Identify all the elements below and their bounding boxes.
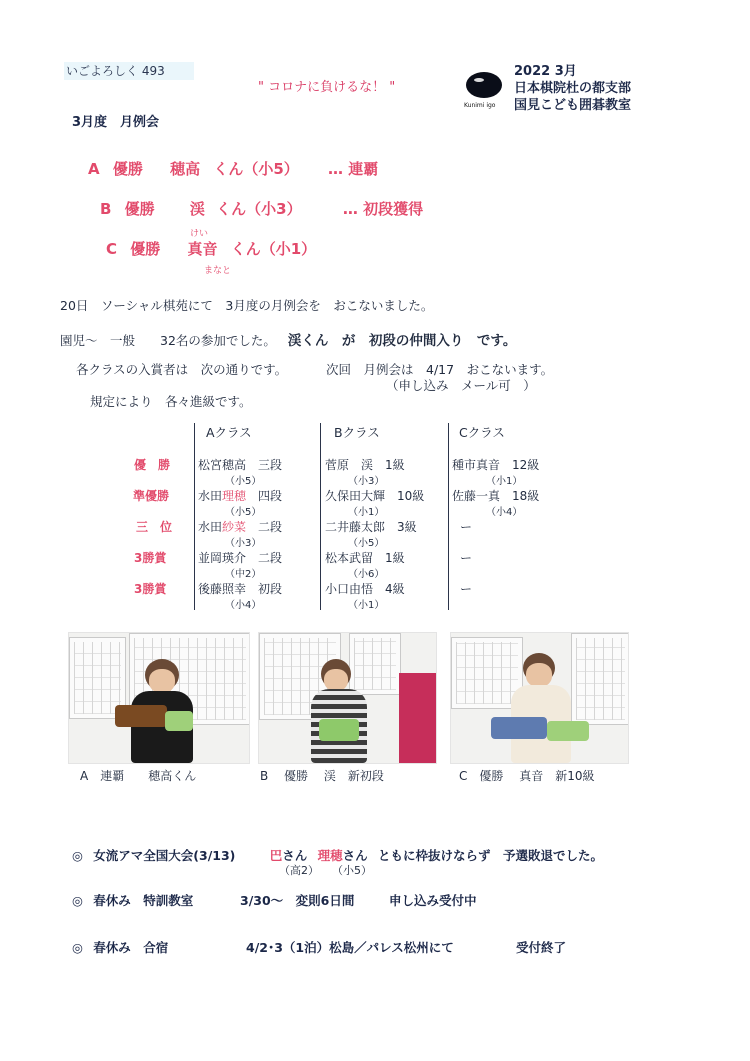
column-divider xyxy=(320,423,321,610)
grade: （小5） xyxy=(348,538,385,549)
table-cell: 水田紗菜 二段 xyxy=(198,520,283,534)
notice-spring-camp: ◎ 春休み 合宿 xyxy=(72,940,169,955)
grade: （小5） xyxy=(225,507,262,518)
table-cell: ー xyxy=(460,582,473,596)
training-dates: 3/30～ 変則6日間 xyxy=(240,893,355,908)
photo-caption-a: A 連覇 穂高くん xyxy=(80,769,197,783)
table-cell: 後藤照幸 初段 xyxy=(198,582,283,596)
column-divider xyxy=(448,423,449,610)
notice-tournament: ◎ 女流アマ全国大会(3/13) 巴さん 理穂さん ともに枠抜けならず 予選敗退でした。 xyxy=(72,848,604,863)
table-cell: 二井藤太郎 3級 xyxy=(325,520,417,534)
logo-text: Kunimi igo xyxy=(464,102,496,109)
winner-c: C 優勝 真音 くん（小1） xyxy=(106,240,317,258)
slogan: " コロナに負けるな！ " xyxy=(258,80,396,95)
table-cell: 菅原 渓 1級 xyxy=(325,458,405,472)
issue-number: いごよろしく 493 xyxy=(64,62,194,80)
ruby-kei: けい xyxy=(190,229,209,239)
grade: （小4） xyxy=(486,507,523,518)
page-title: 3月度 月例会 xyxy=(72,115,160,130)
winner-photo-b xyxy=(258,632,437,764)
grade: （小3） xyxy=(225,538,262,549)
issue-date: 2022 3月 xyxy=(514,64,577,79)
table-cell: 並岡瑛介 二段 xyxy=(198,551,283,565)
camp-dates: 4/2･3（1泊）松島／パレス松州にて xyxy=(246,940,454,955)
bullet-icon: ◎ xyxy=(72,848,83,863)
table-cell: 水田理穂 四段 xyxy=(198,489,283,503)
table-cell: 久保田大輝 10級 xyxy=(325,489,425,503)
grade: （小1） xyxy=(348,600,385,611)
col-header-c: Cクラス xyxy=(459,425,505,440)
participants-line: 園児～ 一般 32名の参加でした。 渓くん が 初段の仲間入り です。 xyxy=(60,333,517,349)
grade: （小6） xyxy=(348,569,385,580)
bullet-icon: ◎ xyxy=(72,940,83,955)
promotion-note: 規定により 各々進級です。 xyxy=(90,394,252,409)
school-name: 国見こども囲碁教室 xyxy=(514,98,632,113)
col-header-b: Bクラス xyxy=(334,425,380,440)
org-name: 日本棋院杜の都支部 xyxy=(514,81,632,96)
winner-b: B 優勝 渓 くん（小3） … 初段獲得 xyxy=(100,200,424,218)
table-cell: 佐藤一真 18級 xyxy=(452,489,540,503)
row-label: 3勝賞 xyxy=(134,551,167,565)
winner-photo-a xyxy=(68,632,250,764)
table-cell: 小口由悟 4級 xyxy=(325,582,405,596)
photo-caption-c: C 優勝 真音 新10級 xyxy=(459,769,595,783)
camp-status: 受付終了 xyxy=(516,940,567,955)
winner-photo-c xyxy=(450,632,629,764)
report-paragraph: 20日 ソーシャル棋苑にて 3月度の月例会を おこないました。 xyxy=(60,298,434,313)
ruby-manato: まなと xyxy=(204,266,232,276)
training-status: 申し込み受付中 xyxy=(389,893,477,908)
row-label: 三 位 xyxy=(136,520,173,534)
grade: （小5） xyxy=(332,864,372,877)
grade: （高2） xyxy=(279,864,319,877)
next-meeting: 次回 月例会は 4/17 おこないます。 xyxy=(326,362,554,377)
table-cell: 種市真音 12級 xyxy=(452,458,540,472)
table-cell: ー xyxy=(460,520,473,534)
column-divider xyxy=(194,423,195,610)
row-label: 3勝賞 xyxy=(134,582,167,596)
winners-intro: 各クラスの入賞者は 次の通りです。 xyxy=(76,362,288,377)
row-label: 準優勝 xyxy=(133,489,170,503)
table-cell: 松宮穂高 三段 xyxy=(198,458,283,472)
bullet-icon: ◎ xyxy=(72,893,83,908)
notice-spring-training: ◎ 春休み 特訓教室 xyxy=(72,893,194,908)
grade: （小1） xyxy=(348,507,385,518)
grade: （小3） xyxy=(348,476,385,487)
signup-note: （申し込み メール可 ） xyxy=(386,378,536,393)
photo-caption-b: B 優勝 渓 新初段 xyxy=(260,769,384,783)
go-stone-logo-icon xyxy=(462,66,506,114)
grade: （小4） xyxy=(225,600,262,611)
winner-a: A 優勝 穂高 くん（小5） … 連覇 xyxy=(88,160,379,178)
table-cell: 松本武留 1級 xyxy=(325,551,405,565)
grade: （小5） xyxy=(225,476,262,487)
row-label: 優 勝 xyxy=(134,458,171,472)
col-header-a: Aクラス xyxy=(206,425,252,440)
grade: （小1） xyxy=(486,476,523,487)
grade: （中2） xyxy=(225,569,262,580)
table-cell: ー xyxy=(460,551,473,565)
